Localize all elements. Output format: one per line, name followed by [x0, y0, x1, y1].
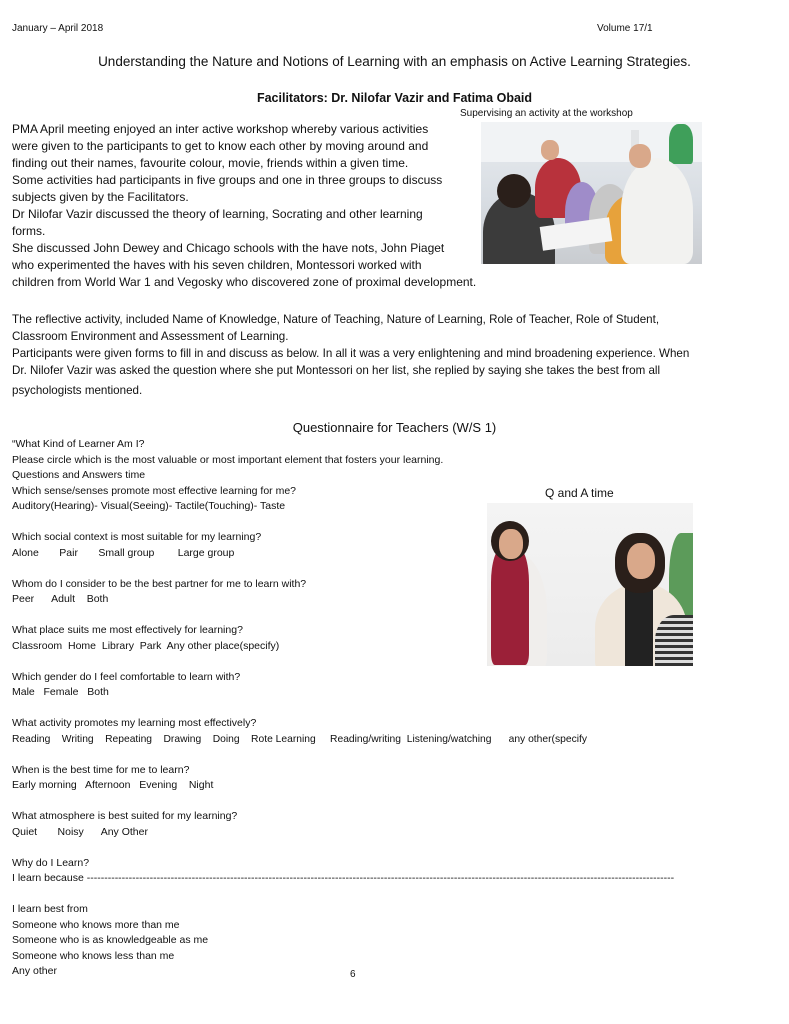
- q-line: When is the best time for me to learn?: [12, 763, 190, 776]
- q-line: “What Kind of Learner Am I?: [12, 438, 145, 450]
- q-line: Whom do I consider to be the best partner for me to learn with?: [12, 577, 307, 590]
- intro-line: Dr Nilofar Vazir discussed the theory of learning, Socrating and other learning: [12, 207, 423, 221]
- reflective-line: Dr. Nilofer Vazir was asked the question where she put Montessori on her list, she replied by saying she takes the best from all: [12, 364, 661, 377]
- qa-photo-caption: Q and A time: [545, 486, 614, 500]
- q-line: Classroom Home Library Park Any other place(specify): [12, 639, 280, 652]
- q-line: What activity promotes my learning most effectively?: [12, 717, 257, 729]
- intro-line: forms.: [12, 224, 46, 238]
- intro-line: PMA April meeting enjoyed an inter active workshop whereby various activities: [12, 122, 429, 136]
- q-line: Reading Writing Repeating Drawing Doing Rote Learning Reading/writing Listening/watching any other(specify: [12, 733, 588, 745]
- article-title: Understanding the Nature and Notions of Learning with an emphasis on Active Learning Strategies.: [98, 54, 691, 69]
- q-line: Someone who knows more than me: [12, 918, 180, 931]
- q-line: Quiet Noisy Any Other: [12, 825, 148, 838]
- intro-line: finding out their names, favourite colour, movie, friends within a given time.: [12, 156, 409, 170]
- page-number: 6: [350, 969, 356, 980]
- intro-line: children from World War 1 and Vegosky who discovered zone of proximal development.: [12, 275, 477, 289]
- q-line: Male Female Both: [12, 686, 109, 698]
- reflective-line: Classroom Environment and Assessment of Learning.: [12, 330, 289, 343]
- intro-line: Some activities had participants in five groups and one in three groups to discuss: [12, 173, 443, 187]
- q-line: What atmosphere is best suited for my learning?: [12, 810, 238, 822]
- questionnaire-body: [12, 437, 740, 980]
- q-line: I learn because ------------------------------------------------------------------------------------------------------------------------------------------------------------------------: [12, 872, 675, 884]
- intro-line: were given to the participants to get to know each other by moving around and: [12, 139, 429, 153]
- reflective-line: The reflective activity, included Name of Knowledge, Nature of Teaching, Nature of Learning, Role of Teacher, Role of Student,: [12, 313, 660, 326]
- questionnaire-title: Questionnaire for Teachers (W/S 1): [292, 420, 497, 435]
- header-volume: Volume 17/1: [597, 23, 653, 34]
- q-line: Any other: [12, 965, 57, 977]
- reflective-paragraph: [12, 311, 689, 399]
- q-line: I learn best from: [12, 903, 88, 915]
- q-line: Alone Pair Small group Large group: [12, 546, 235, 559]
- q-line: What place suits me most effectively for learning?: [12, 624, 243, 636]
- intro-paragraph: [12, 121, 476, 291]
- q-line: Which sense/senses promote most effective learning for me?: [12, 484, 297, 497]
- workshop-photo: [481, 122, 702, 264]
- intro-line: who experimented the haves with his seven children, Montessori worked with: [12, 258, 422, 272]
- workshop-photo-caption: Supervising an activity at the workshop: [460, 108, 633, 119]
- q-line: Which gender do I feel comfortable to learn with?: [12, 670, 241, 683]
- intro-line: She discussed John Dewey and Chicago schools with the have nots, John Piaget: [12, 241, 445, 255]
- intro-line: subjects given by the Facilitators.: [12, 190, 189, 204]
- q-line: Auditory(Hearing)- Visual(Seeing)- Tactile(Touching)- Taste: [12, 500, 286, 512]
- q-line: Please circle which is the most valuable or most important element that fosters your learning.: [12, 453, 444, 466]
- q-line: Which social context is most suitable for my learning?: [12, 531, 262, 543]
- reflective-line: Participants were given forms to fill in and discuss as below. In all it was a very enlightening and mind broadening experience. When: [12, 347, 690, 360]
- header-date: January – April 2018: [12, 23, 104, 34]
- q-line: Why do I Learn?: [12, 856, 90, 869]
- facilitators-line: Facilitators: Dr. Nilofar Vazir and Fatima Obaid: [256, 91, 533, 105]
- q-line: Someone who knows less than me: [12, 949, 175, 962]
- q-line: Questions and Answers time: [12, 469, 146, 481]
- q-line: Someone who is as knowledgeable as me: [12, 934, 209, 946]
- reflective-line: psychologists mentioned.: [12, 384, 143, 397]
- q-line: Early morning Afternoon Evening Night: [12, 779, 214, 791]
- q-line: Peer Adult Both: [12, 593, 109, 605]
